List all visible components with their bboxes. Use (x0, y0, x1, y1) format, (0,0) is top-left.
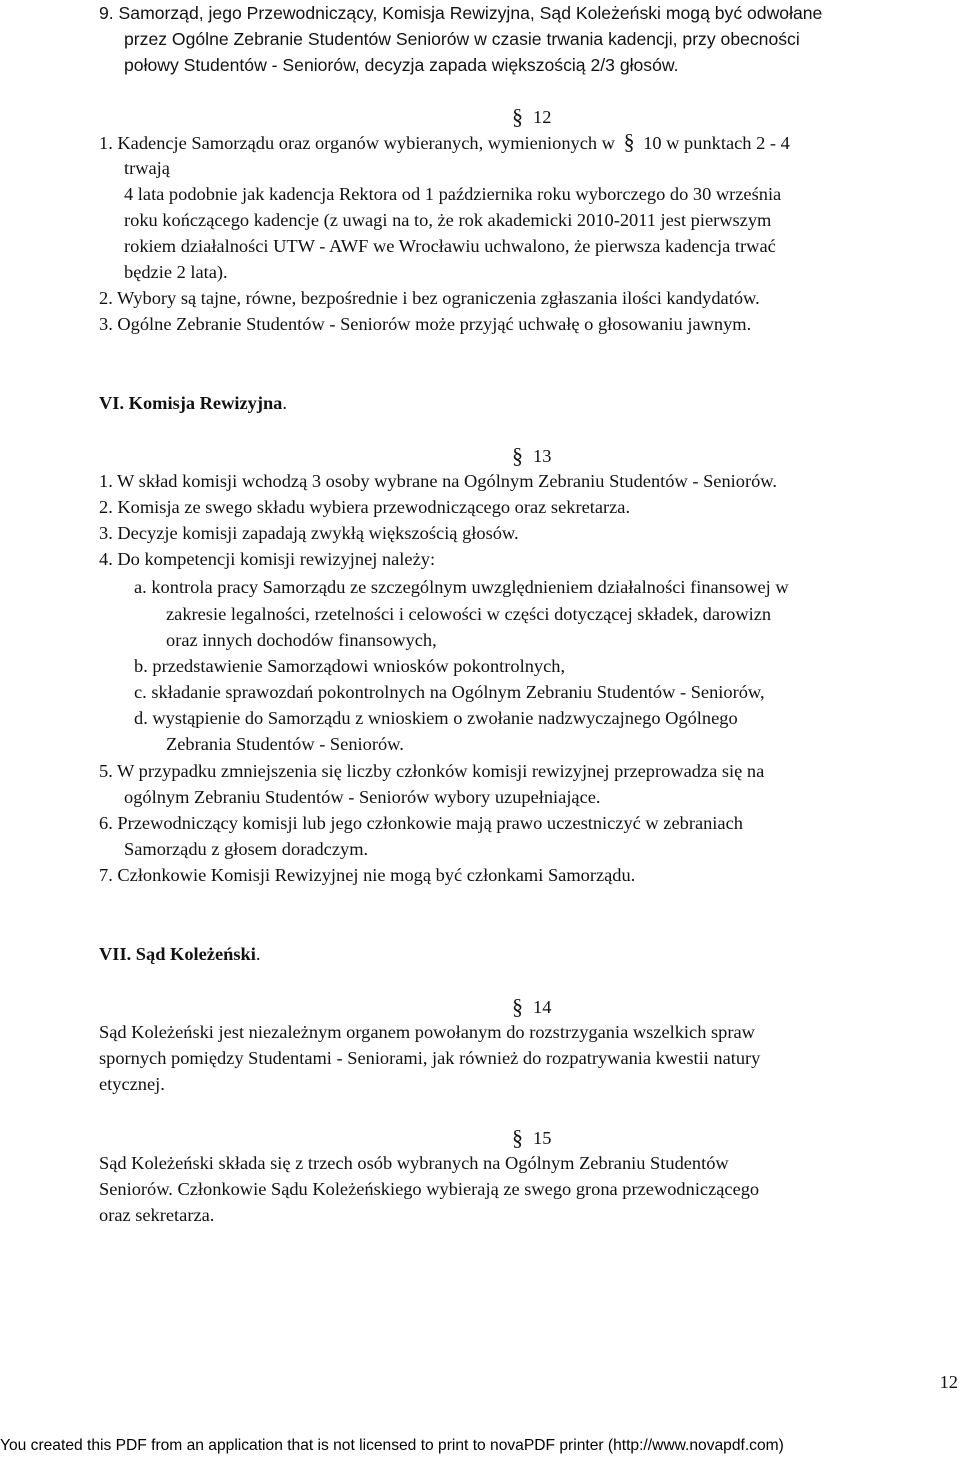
page-number: 12 (939, 1372, 958, 1392)
p13-item-5-line: ogólnym Zebraniu Studentów - Seniorów wybory uzupełniające. (124, 787, 601, 807)
paragraph-14-heading (512, 993, 551, 1020)
paragraph-12-number: 12 (533, 107, 552, 127)
paragraph-15-number: 15 (533, 1128, 552, 1148)
p12-line: trwają (124, 158, 170, 178)
p13-item: 3. Decyzje komisji zapadają zwykłą większością głosów. (99, 523, 519, 543)
section-sign: § (512, 994, 523, 1019)
section-sign: § (512, 104, 523, 129)
p13-item: 2. Komisja ze swego składu wybiera przewodniczącego oraz sekretarza. (99, 497, 631, 517)
section-sign: § (512, 443, 523, 468)
chapter-vi-title: VI. Komisja Rewizyjna (99, 393, 283, 413)
paragraph-14-number: 14 (533, 997, 552, 1017)
p15-line: Seniorów. Członkowie Sądu Koleżeńskiego wybierają ze swego grona przewodniczącego (99, 1179, 760, 1199)
p12-line: rokiem działalności UTW - AWF we Wrocławiu uchwalono, że pierwsza kadencja trwać (124, 236, 776, 256)
p13-subitem-a-line: oraz innych dochodów finansowych, (166, 630, 437, 650)
p15-line: Sąd Koleżeński składa się z trzech osób wybranych na Ogólnym Zebraniu Studentów (99, 1153, 729, 1173)
p13-subitem-d: d. wystąpienie do Samorządu z wnioskiem o zwołanie nadzwyczajnego Ogólnego (134, 708, 738, 728)
paragraph-12-heading (512, 103, 551, 130)
p14-line: etycznej. (99, 1074, 165, 1094)
section-sign: § (512, 1125, 523, 1150)
p12-item-3: 3. Ogólne Zebranie Studentów - Seniorów może przyjąć uchwałę o głosowaniu jawnym. (99, 314, 752, 334)
p13-subitem-a: a. kontrola pracy Samorządu ze szczególnym uwzględnieniem działalności finansowej w (134, 577, 789, 597)
p13-item-6: 6. Przewodniczący komisji lub jego członkowie mają prawo uczestniczyć w zebraniach (99, 813, 743, 833)
p13-item-6-line: Samorządu z głosem doradczym. (124, 839, 369, 859)
chapter-vii-title: VII. Sąd Koleżeński (99, 944, 256, 964)
chapter-vi-dot: . (282, 393, 287, 413)
p14-line: Sąd Koleżeński jest niezależnym organem powołanym do rozstrzygania wszelkich spraw (99, 1022, 755, 1042)
paragraph-13-number: 13 (533, 446, 552, 466)
chapter-vii-dot: . (255, 944, 261, 964)
p12-item-1-suffix: 10 w punktach 2 - 4 (643, 133, 790, 153)
top-line-2: przez Ogólne Zebranie Studentów Seniorów w czasie trwania kadencji, przy obecności (124, 29, 800, 49)
p15-line: oraz sekretarza. (99, 1205, 215, 1225)
top-line-1: 9. Samorząd, jego Przewodniczący, Komisja Rewizyjna, Sąd Koleżeński mogą być odwołane (99, 3, 823, 23)
p12-item-1 (99, 129, 790, 156)
footer-close-paren: ) (778, 1437, 784, 1454)
footer-text: You created this PDF from an application that is not licensed to print to novaPDF printer ( (0, 1437, 614, 1454)
p13-subitem-c: c. składanie sprawozdań pokontrolnych na Ogólnym Zebraniu Studentów - Seniorów, (134, 682, 765, 702)
p13-item-7: 7. Członkowie Komisji Rewizyjnej nie mogą być członkami Samorządu. (99, 865, 636, 885)
p12-line: roku kończącego kadencje (z uwagi na to, że rok akademicki 2010-2011 jest pierwszym (124, 210, 772, 230)
p13-subitem-a-line: zakresie legalności, rzetelności i celowości w części dotyczącej składek, darowizn (166, 604, 772, 624)
section-sign: § (623, 129, 635, 154)
footer-notice (0, 1436, 960, 1456)
paragraph-13-heading (512, 442, 551, 469)
p12-line: będzie 2 lata). (124, 262, 228, 282)
p12-line: 4 lata podobnie jak kadencja Rektora od 1 października roku wyborczego do 30 września (124, 184, 782, 204)
p13-item: 1. W skład komisji wchodzą 3 osoby wybrane na Ogólnym Zebraniu Studentów - Seniorów. (99, 471, 777, 491)
p12-item-2: 2. Wybory są tajne, równe, bezpośrednie i bez ograniczenia zgłaszania ilości kandydatów. (99, 288, 760, 308)
p14-line: spornych pomiędzy Studentami - Seniorami, jak również do rozpatrywania kwestii natury (99, 1048, 761, 1068)
chapter-vii-heading (99, 941, 260, 967)
footer-link[interactable]: http://www.novapdf.com (613, 1437, 779, 1454)
p13-item-5: 5. W przypadku zmniejszenia się liczby członków komisji rewizyjnej przeprowadza się na (99, 761, 765, 781)
p12-item-1-prefix: 1. Kadencje Samorządu oraz organów wybieranych, wymienionych w (99, 133, 615, 153)
p13-subitem-d-line: Zebrania Studentów - Seniorów. (166, 734, 404, 754)
p13-subitem-b: b. przedstawienie Samorządowi wniosków pokontrolnych, (134, 656, 566, 676)
chapter-vi-heading (99, 390, 287, 416)
top-line-3: połowy Studentów - Seniorów, decyzja zapada większością 2/3 głosów. (124, 55, 679, 75)
p13-item: 4. Do kompetencji komisji rewizyjnej należy: (99, 549, 436, 569)
paragraph-15-heading (512, 1124, 551, 1151)
